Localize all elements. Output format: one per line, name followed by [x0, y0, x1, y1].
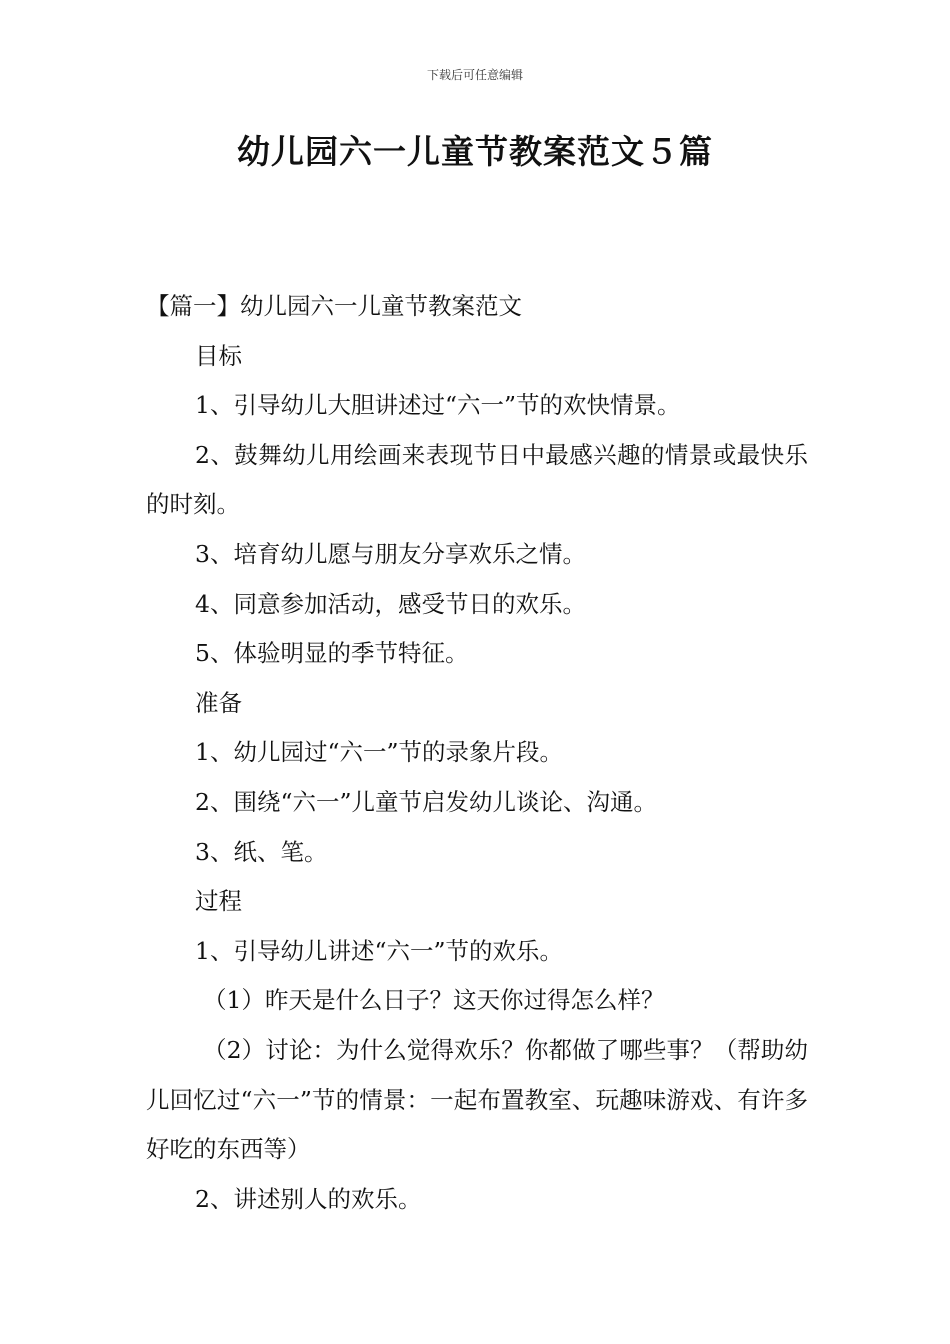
paragraph: 2、讲述别人的欢乐。: [195, 1184, 422, 1213]
paragraph: 3、纸、笔。: [195, 837, 328, 866]
subheading-preparation: 准备: [195, 688, 242, 717]
document-title: 幼儿园六一儿童节教案范文５篇: [237, 132, 713, 171]
paragraph: （2）讨论：为什么觉得欢乐？你都做了哪些事？（帮助幼儿回忆过“六一”节的情景：一起布置教室、玩趣味游戏、有许多好吃的东西等）: [146, 1035, 808, 1164]
subheading-process: 过程: [195, 887, 242, 916]
paragraph: 5、体验明显的季节特征。: [195, 639, 469, 668]
paragraph: 1、引导幼儿讲述“六一”节的欢乐。: [195, 936, 563, 965]
document-body: [146, 282, 808, 1224]
section-heading: 【篇一】幼儿园六一儿童节教案范文: [146, 292, 522, 320]
paragraph: 3、培育幼儿愿与朋友分享欢乐之情。: [195, 539, 586, 568]
paragraph: 1、引导幼儿大胆讲述过“六一”节的欢快情景。: [195, 391, 681, 420]
paragraph: （1）昨天是什么日子？这天你过得怎么样？: [203, 986, 665, 1015]
header-note: 下载后可任意编辑: [426, 68, 523, 82]
paragraph: 2、鼓舞幼儿用绘画来表现节日中最感兴趣的情景或最快乐的时刻。: [146, 440, 808, 519]
paragraph: 2、围绕“六一”儿童节启发幼儿谈论、沟通。: [195, 787, 657, 816]
paragraph: 4、同意参加活动，感受节日的欢乐。: [195, 589, 586, 618]
paragraph: 1、幼儿园过“六一”节的录象片段。: [195, 738, 563, 767]
subheading-goals: 目标: [195, 341, 242, 370]
